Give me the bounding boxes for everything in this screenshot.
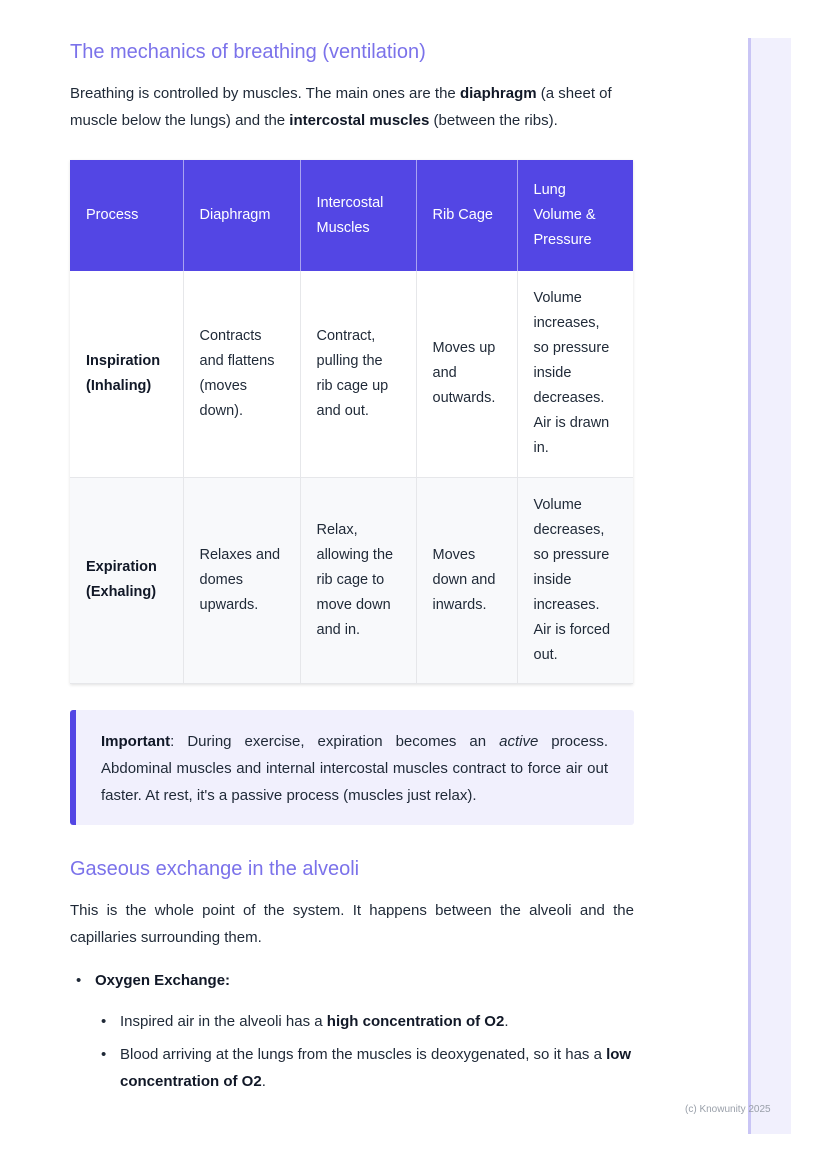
copyright-footer: (c) Knowunity 2025 xyxy=(685,1104,771,1115)
term-intercostal: intercostal muscles xyxy=(289,112,430,129)
list-item: • Blood arriving at the lungs from the muscles is deoxygenated, so it has a low concentration of O2. xyxy=(95,1041,634,1095)
callout-text: Important: During exercise, expiration becomes an active process. Abdominal muscles and internal intercostal muscles contract to force air out faster. At rest, it's a passive process (muscles just relax). xyxy=(101,732,608,804)
emphasis-active: active xyxy=(499,732,539,750)
cell-lung: Volume decreases, so pressure inside increases. Air is forced out. xyxy=(517,477,633,683)
section-heading-mechanics: The mechanics of breathing (ventilation) xyxy=(70,41,426,63)
list-item xyxy=(70,967,634,1095)
bullet-oxygen-exchange: Oxygen Exchange: xyxy=(95,971,231,989)
cell-rib-cage: Moves down and inwards. xyxy=(416,477,517,683)
list-item: • Inspired air in the alveoli has a high concentration of O2. xyxy=(95,1008,634,1035)
sub-bullet-list xyxy=(95,1008,634,1095)
cell-process: Inspiration (Inhaling) xyxy=(70,271,183,477)
table-header-row xyxy=(70,160,633,271)
important-callout xyxy=(70,710,634,825)
page-margin-sidebar xyxy=(748,38,791,1134)
cell-intercostal: Contract, pulling the rib cage up and out. xyxy=(300,271,416,477)
cell-diaphragm: Relaxes and domes upwards. xyxy=(183,477,300,683)
section-heading-gas-exchange: Gaseous exchange in the alveoli xyxy=(70,857,360,880)
header-lung: Lung Volume & Pressure xyxy=(517,160,633,271)
intro-paragraph: Breathing is controlled by muscles. The main ones are the diaphragm (a sheet of muscle below the lungs) and the intercostal muscles (between the ribs). xyxy=(70,85,612,129)
cell-intercostal: Relax, allowing the rib cage to move down and in. xyxy=(300,477,416,683)
table-row xyxy=(70,271,633,477)
header-intercostal: Intercostal Muscles xyxy=(300,160,416,271)
cell-process: Expiration (Exhaling) xyxy=(70,477,183,683)
term-diaphragm: diaphragm xyxy=(459,85,537,102)
cell-rib-cage: Moves up and outwards. xyxy=(416,271,517,477)
breathing-table xyxy=(70,160,633,684)
cell-lung: Volume increases, so pressure inside decreases. Air is drawn in. xyxy=(517,271,633,477)
cell-diaphragm: Contracts and flattens (moves down). xyxy=(183,271,300,477)
page-content xyxy=(70,40,634,1101)
header-diaphragm: Diaphragm xyxy=(183,160,300,271)
bullet-list xyxy=(70,967,634,1095)
table-row xyxy=(70,477,633,683)
callout-label: Important xyxy=(101,732,171,750)
header-process: Process xyxy=(70,160,183,271)
header-rib-cage: Rib Cage xyxy=(416,160,517,271)
gas-exchange-intro: This is the whole point of the system. It happens between the alveoli and the capillaries surrounding them. xyxy=(70,901,634,946)
